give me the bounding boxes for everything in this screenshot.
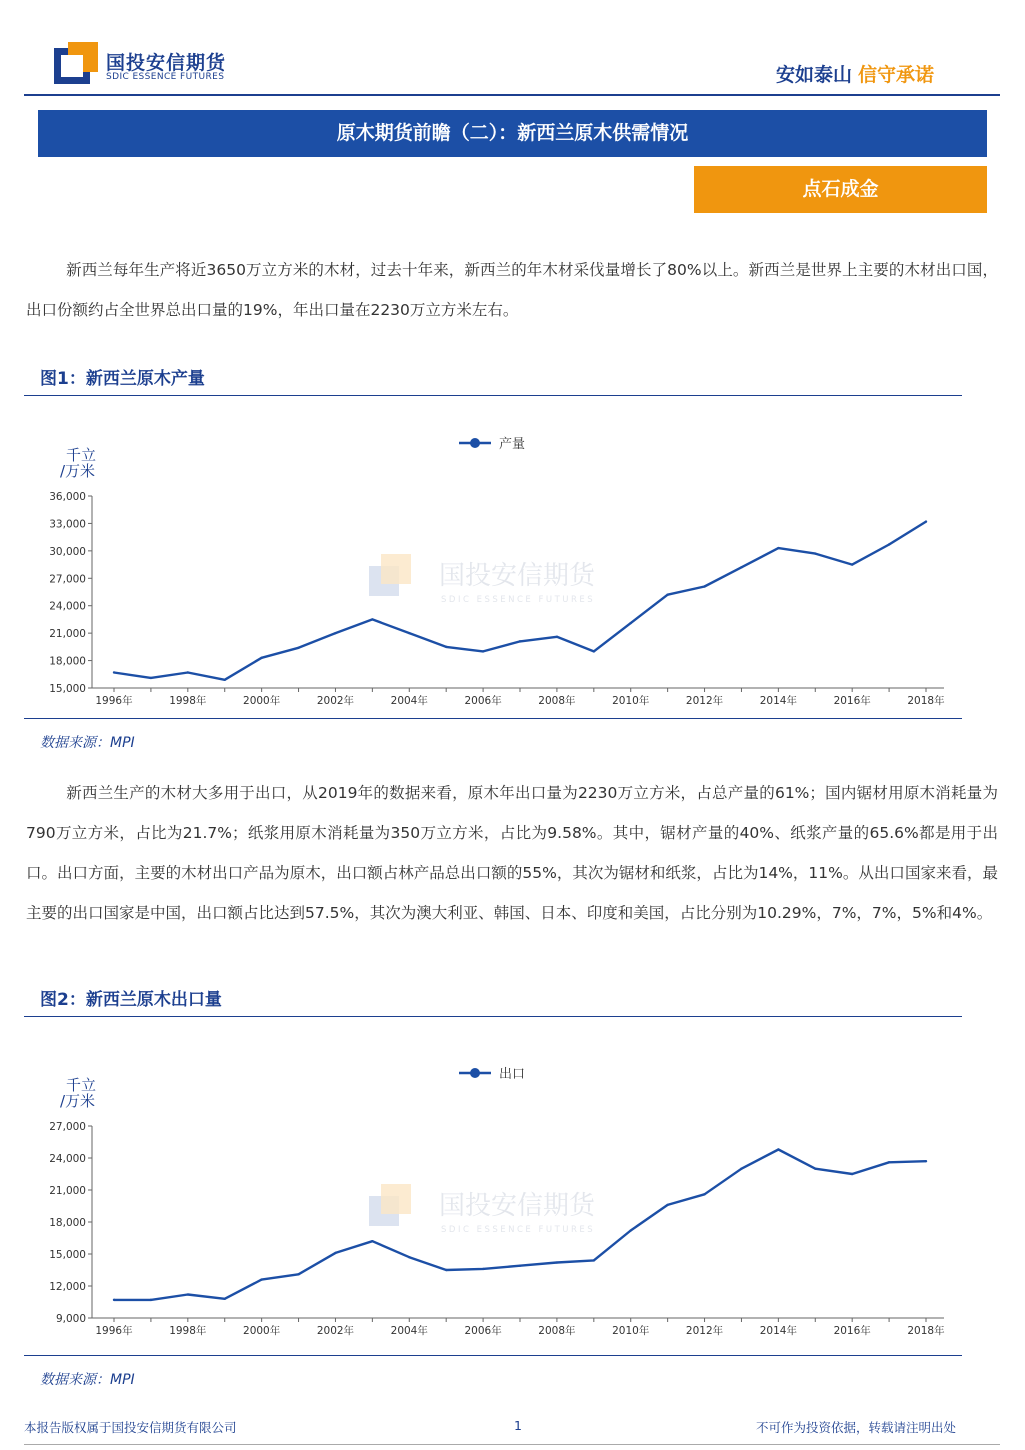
figure2-bottom-divider xyxy=(24,1355,962,1356)
export-data-point xyxy=(371,1240,373,1242)
production-y-tick-label: 33,000 xyxy=(49,518,86,531)
export-data-point xyxy=(150,1299,152,1301)
export-y-tick-label: 15,000 xyxy=(49,1249,86,1261)
export-legend-label: 出口 xyxy=(499,1067,526,1082)
export-x-tick-label: 1996年 xyxy=(95,1325,133,1337)
slogan xyxy=(776,60,934,87)
production-legend-label: 产量 xyxy=(499,437,526,452)
intro-paragraph xyxy=(26,250,998,330)
figure1-title: 图1：新西兰原木产量 xyxy=(40,369,205,389)
production-data-point xyxy=(187,671,189,673)
page-number: 1 xyxy=(514,1418,522,1433)
production-data-point xyxy=(371,618,373,620)
production-watermark-text: 国投安信期货 xyxy=(439,561,596,591)
export-chart xyxy=(24,1050,962,1350)
export-watermark-logo-accent xyxy=(381,1184,411,1214)
footer-copyright: 本报告版权属于国投安信期货有限公司 xyxy=(24,1420,237,1435)
production-x-tick-label: 2018年 xyxy=(907,695,945,707)
company-name: 国投安信期货 xyxy=(106,52,227,74)
figure1-source: 数据来源：MPI xyxy=(40,735,135,751)
figure2-divider xyxy=(24,1016,962,1017)
export-ylabel-line2: /万米 xyxy=(60,1092,96,1110)
figure2-source: 数据来源：MPI xyxy=(40,1372,135,1388)
production-x-tick-label: 2006年 xyxy=(464,695,502,707)
export-y-tick-label: 12,000 xyxy=(49,1281,86,1293)
export-x-tick-label: 2018年 xyxy=(907,1325,945,1337)
export-x-tick-label: 1998年 xyxy=(169,1325,207,1337)
figure2-title: 图2：新西兰原木出口量 xyxy=(40,990,222,1010)
production-x-tick-label: 2000年 xyxy=(243,695,281,707)
export-data-point xyxy=(777,1148,779,1150)
production-x-tick-label: 2004年 xyxy=(390,695,428,707)
export-watermark-en: SDIC ESSENCE FUTURES xyxy=(441,1225,596,1235)
export-data-point xyxy=(740,1167,742,1169)
company-logo-icon xyxy=(54,42,98,84)
production-data-point xyxy=(519,640,521,642)
production-data-point xyxy=(260,657,262,659)
production-data-point xyxy=(703,585,705,587)
export-paragraph xyxy=(26,773,998,933)
production-x-tick-label: 2008年 xyxy=(538,695,576,707)
export-data-point xyxy=(334,1252,336,1254)
export-data-point xyxy=(408,1256,410,1258)
export-x-tick-label: 2016年 xyxy=(833,1325,871,1337)
export-x-tick-label: 2002年 xyxy=(316,1325,355,1337)
export-data-point xyxy=(113,1299,115,1301)
report-title: 原木期货前瞻（二）：新西兰原木供需情况 xyxy=(38,110,987,157)
production-data-point xyxy=(556,636,558,638)
export-data-point xyxy=(297,1273,299,1275)
export-data-point xyxy=(556,1261,558,1263)
export-data-point xyxy=(445,1269,447,1271)
production-data-point xyxy=(113,671,115,673)
production-ylabel-line2: /万米 xyxy=(60,462,96,480)
production-legend-marker xyxy=(470,438,480,448)
export-x-tick-label: 2012年 xyxy=(685,1325,724,1337)
section-tag: 点石成金 xyxy=(694,166,987,213)
production-x-tick-label: 2010年 xyxy=(612,695,650,707)
production-x-tick-label: 2016年 xyxy=(833,695,871,707)
export-data-point xyxy=(630,1229,632,1231)
export-x-tick-label: 2004年 xyxy=(390,1325,428,1337)
production-data-point xyxy=(777,547,779,549)
production-data-point xyxy=(334,632,336,634)
header-divider xyxy=(24,94,1000,96)
production-y-tick-label: 18,000 xyxy=(49,655,86,668)
production-x-tick-label: 2012年 xyxy=(685,695,724,707)
export-x-tick-label: 2014年 xyxy=(759,1325,797,1337)
production-y-tick-label: 30,000 xyxy=(49,545,86,558)
production-y-tick-label: 15,000 xyxy=(49,683,86,695)
production-ylabel-line1: 千立 xyxy=(66,446,97,464)
production-data-point xyxy=(925,520,927,522)
footer-divider xyxy=(24,1444,1000,1445)
export-data-point xyxy=(888,1161,890,1163)
figure1-bottom-divider xyxy=(24,718,962,719)
production-watermark-logo-accent xyxy=(381,554,411,584)
export-y-tick-label: 27,000 xyxy=(49,1121,86,1133)
export-data-point xyxy=(851,1173,853,1175)
figure1-divider xyxy=(24,395,962,396)
export-data-point xyxy=(703,1193,705,1195)
export-data-point xyxy=(593,1259,595,1261)
export-data-point xyxy=(814,1167,816,1169)
export-text: 新西兰生产的木材大多用于出口，从2019年的数据来看，原木年出口量为2230万立方米，占总产量的61%；国内锯材用原木消耗量为790万立方米，占比为21.7%；纸浆用原木消耗量为350万立方米，占比为9.58%。其中，锯材产量的40%、纸浆产量的65.6%都是用于出口。出口方面，主要的木材出口产品为原木，出口额占林产品总出口额的55%，其次为锯材和纸浆，占比为14%，11%。从出口国家来看，最主要的出口国家是中国，出口额占比达到57.5%，其次为澳大利亚、韩国、日本、印度和美国，占比分别为10.29%，7%，7%，5%和4%。 xyxy=(26,784,998,922)
export-data-point xyxy=(260,1278,262,1280)
production-x-tick-label: 2014年 xyxy=(759,695,797,707)
export-x-tick-label: 2000年 xyxy=(243,1325,281,1337)
export-y-tick-label: 24,000 xyxy=(49,1153,86,1165)
production-data-point xyxy=(814,552,816,554)
export-legend-marker xyxy=(470,1068,480,1078)
export-x-tick-label: 2010年 xyxy=(612,1325,650,1337)
production-data-point xyxy=(297,647,299,649)
intro-text: 新西兰每年生产将近3650万立方米的木材，过去十年来，新西兰的年木材采伐量增长了80%以上。新西兰是世界上主要的木材出口国，出口份额约占全世界总出口量的19%，年出口量在2230万立方米左右。 xyxy=(26,261,998,319)
production-data-point xyxy=(740,566,742,568)
export-ylabel-line1: 千立 xyxy=(66,1076,97,1094)
export-data-point xyxy=(666,1204,668,1206)
export-data-point xyxy=(224,1298,226,1300)
production-data-point xyxy=(630,622,632,624)
production-watermark-en: SDIC ESSENCE FUTURES xyxy=(441,595,596,605)
footer-disclaimer: 不可作为投资依据，转载请注明出处 xyxy=(756,1420,957,1435)
slogan-part-2: 信守承诺 xyxy=(858,64,935,86)
production-data-point xyxy=(224,679,226,681)
production-data-point xyxy=(445,646,447,648)
production-x-tick-label: 1998年 xyxy=(169,695,207,707)
export-watermark-text: 国投安信期货 xyxy=(439,1191,596,1221)
production-x-tick-label: 2002年 xyxy=(316,695,355,707)
production-data-point xyxy=(666,594,668,596)
production-data-point xyxy=(482,650,484,652)
export-x-tick-label: 2006年 xyxy=(464,1325,502,1337)
export-y-tick-label: 9,000 xyxy=(55,1313,86,1325)
export-y-tick-label: 21,000 xyxy=(49,1185,86,1197)
production-data-point xyxy=(593,650,595,652)
production-y-tick-label: 24,000 xyxy=(49,600,86,613)
slogan-part-1: 安如泰山 xyxy=(776,64,853,86)
export-data-point xyxy=(482,1268,484,1270)
production-data-point xyxy=(851,563,853,565)
export-y-tick-label: 18,000 xyxy=(49,1217,86,1229)
production-data-point xyxy=(150,677,152,679)
production-data-point xyxy=(408,632,410,634)
production-x-tick-label: 1996年 xyxy=(95,695,133,707)
production-chart xyxy=(24,420,962,720)
export-data-point xyxy=(925,1160,927,1162)
production-data-point xyxy=(888,543,890,545)
export-data-point xyxy=(519,1265,521,1267)
production-y-tick-label: 21,000 xyxy=(49,628,86,641)
production-y-tick-label: 36,000 xyxy=(49,491,86,503)
export-data-point xyxy=(187,1293,189,1295)
production-y-tick-label: 27,000 xyxy=(49,573,86,586)
company-name-en: SDIC ESSENCE FUTURES xyxy=(106,72,225,82)
export-x-tick-label: 2008年 xyxy=(538,1325,576,1337)
